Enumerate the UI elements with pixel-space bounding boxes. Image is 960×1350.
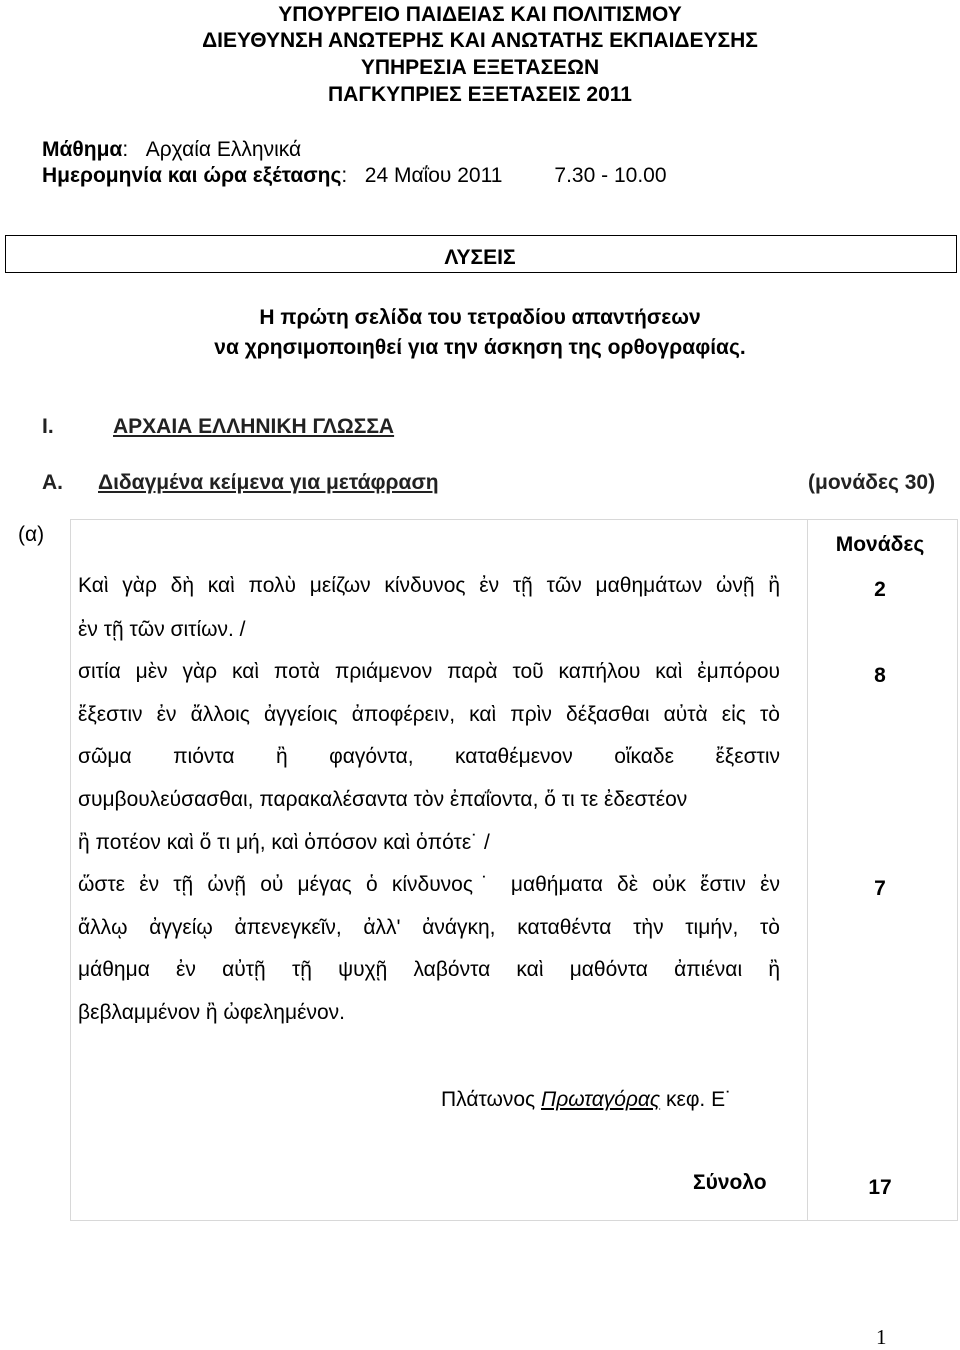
text-line: ὥστε ἐν τῇ ὠνῇ οὐ μέγας ὁ κίνδυνος˙ μαθήματα δὲ οὐκ ἔστιν ἐν [78,873,780,896]
source-citation [441,1088,732,1112]
text-line: σῶμα πιόντα ἢ φαγόντα, καταθέμενον οἴκαδε ἔξεστιν [78,745,780,768]
page-number: 1 [876,1325,887,1349]
source-chapter: κεφ. Ε˙ [665,1088,733,1111]
text-line: ἢ ποτέον καὶ ὅ τι μή, καὶ ὁπόσον καὶ ὁπότε˙ / [78,831,490,854]
points-value: 2 [874,578,886,601]
text-line: βεβλαμμένον ἢ ὠφελημένον. [78,1001,345,1024]
section-number: Ι. [42,415,54,438]
text-line: συμβουλεύσασθαι, παρακαλέσαντα τὸν ἐπαΐοντα, ὅ τι τε ἐδεστέον [78,788,688,811]
question-label: (α) [18,523,45,546]
text-line: ἔξεστιν ἐν ἄλλοις ἀγγείοις ἀποφέρειν, καὶ πρὶν δέξασθαι αὐτὰ εἰς τὸ [78,703,780,726]
points-value: 7 [874,877,886,900]
source-author: Πλάτωνος [441,1088,536,1111]
total-label: Σύνολο [693,1171,767,1194]
points-column-divider [807,519,808,1221]
service-title: ΥΠΗΡΕΣΙΑ ΕΞΕΤΑΣΕΩΝ [360,56,600,79]
instruction-line-2: να χρησιμοποιηθεί για την άσκηση της ορθογραφίας. [214,336,746,359]
subject-row: Μάθημα: Αρχαία Ελληνικά [42,138,302,161]
instruction-line-1: Η πρώτη σελίδα του τετραδίου απαντήσεων [259,306,701,329]
section-title: ΑΡΧΑΙΑ ΕΛΛΗΝΙΚΗ ΓΛΩΣΣΑ [113,415,395,438]
time-value: 7.30 - 10.00 [554,164,667,187]
date-label: Ημερομηνία και ώρα εξέτασης [42,164,342,187]
text-line: σιτία μὲν γὰρ καὶ ποτὰ πριάμενον παρὰ τοῦ καπήλου καὶ ἐμπόρου [78,660,780,683]
subsection-points: (μονάδες 30) [808,471,936,494]
subsection-title: Διδαγμένα κείμενα για μετάφραση [98,471,439,494]
subject-label: Μάθημα [42,138,123,161]
date-value: 24 Μαΐου 2011 [364,164,503,187]
subsection-letter: Α. [42,471,63,494]
subject-value: Αρχαία Ελληνικά [145,138,302,161]
date-row: Ημερομηνία και ώρα εξέτασης: 24 Μαΐου 2011 7.30 - 10.00 [42,164,667,187]
points-header: Μονάδες [835,533,925,556]
text-line: ἄλλῳ ἀγγείῳ ἀπενεγκεῖν, ἀλλ' ἀνάγκη, καταθέντα τὴν τιμήν, τὸ [78,916,780,939]
text-line: Καὶ γὰρ δὴ καὶ πολὺ μείζων κίνδυνος ἐν τῇ τῶν μαθημάτων ὠνῇ ἢ [78,574,780,597]
ministry-title: ΥΠΟΥΡΓΕΙΟ ΠΑΙΔΕΙΑΣ ΚΑΙ ΠΟΛΙΤΙΣΜΟΥ [278,3,682,26]
solutions-title: ΛΥΣΕΙΣ [444,246,516,269]
text-line: μάθημα ἐν αὐτῇ τῇ ψυχῇ λαβόντα καὶ μαθόντα ἀπιέναι ἢ [78,958,780,981]
points-value: 8 [874,664,886,687]
source-work: Πρωταγόρας [541,1088,661,1111]
total-value: 17 [868,1176,892,1199]
exam-title: ΠΑΓΚΥΠΡΙΕΣ ΕΞΕΤΑΣΕΙΣ 2011 [328,83,632,106]
text-line: ἐν τῇ τῶν σιτίων. / [78,618,246,641]
directorate-title: ΔΙΕΥΘΥΝΣΗ ΑΝΩΤΕΡΗΣ ΚΑΙ ΑΝΩΤΑΤΗΣ ΕΚΠΑΙΔΕΥΣΗΣ [202,29,758,52]
